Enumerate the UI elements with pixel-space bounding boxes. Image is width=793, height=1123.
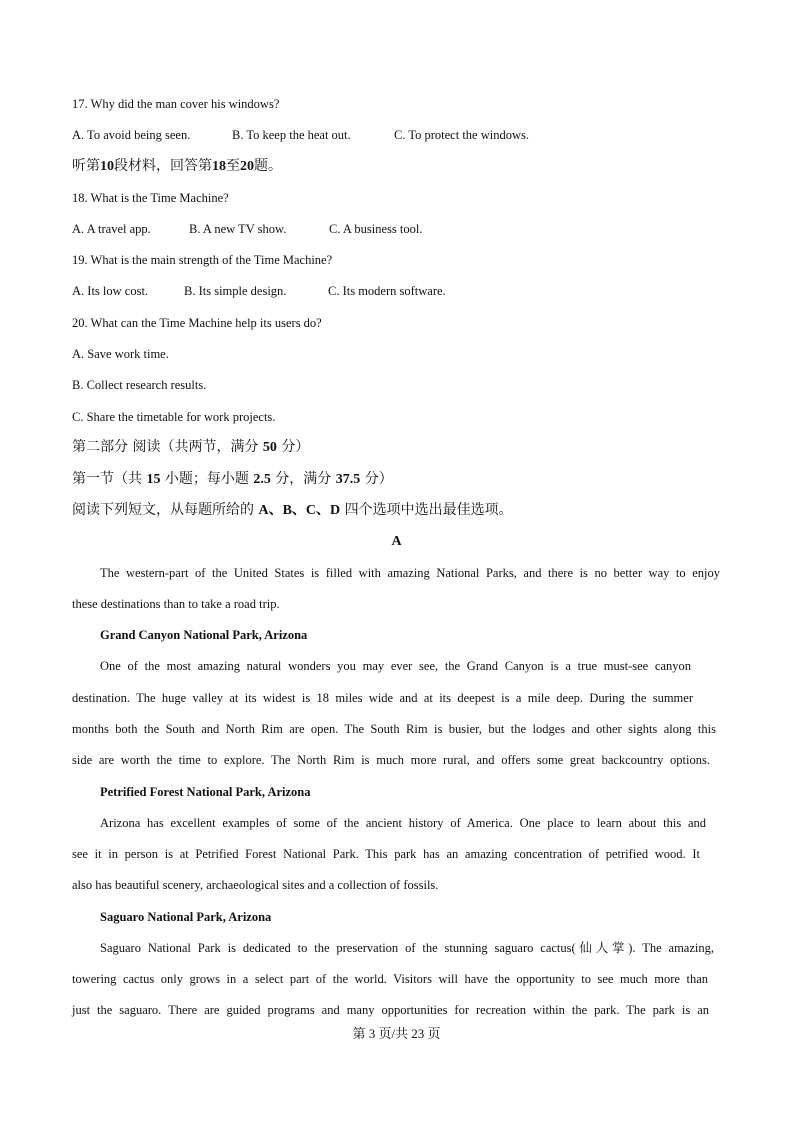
option-b: B. To keep the heat out. xyxy=(232,128,351,142)
option-c: C. A business tool. xyxy=(329,222,423,236)
question-19: 19. What is the main strength of the Time Machine? xyxy=(72,253,333,267)
question-17-options xyxy=(72,127,529,143)
option-a: A. A travel app. xyxy=(72,222,151,236)
question-17: 17. Why did the man cover his windows? xyxy=(72,97,280,111)
intro-line-2: these destinations than to take a road trip. xyxy=(72,597,280,611)
paragraph-line: Arizona has excellent examples of some of the ancient history of America. One place to learn about this and xyxy=(100,816,706,830)
question-19-options xyxy=(72,283,446,299)
section-one-heading: 第一节（共 15 小题；每小题 2.5 分，满分 37.5 分） xyxy=(72,471,393,487)
option-c: C. Its modern software. xyxy=(328,284,446,298)
park-heading: Saguaro National Park, Arizona xyxy=(100,910,272,924)
paragraph-line: also has beautiful scenery, archaeological sites and a collection of fossils. xyxy=(72,878,439,892)
question-20: 20. What can the Time Machine help its users do? xyxy=(72,316,322,330)
paragraph-line: towering cactus only grows in a select part of the world. Visitors will have the opportunity to see much more than xyxy=(72,972,708,986)
paragraph-line: see it in person is at Petrified Forest National Park. This park has an amazing concentration of petrified wood. It xyxy=(72,847,700,861)
page-number: 第 3 页/共 23 页 xyxy=(352,1026,441,1041)
park-heading: Grand Canyon National Park, Arizona xyxy=(100,628,308,642)
option-a: A. Save work time. xyxy=(72,347,169,361)
option-a: A. To avoid being seen. xyxy=(72,128,191,142)
question-18: 18. What is the Time Machine? xyxy=(72,191,229,205)
option-b: B. Its simple design. xyxy=(184,284,287,298)
paragraph-line: Saguaro National Park is dedicated to the preservation of the stunning saguaro cactus(仙人掌). The amazing, xyxy=(100,941,714,955)
paragraph-line: destination. The huge valley at its widest is 18 miles wide and at its deepest is a mile deep. During the summer xyxy=(72,691,693,705)
paragraph-line: just the saguaro. There are guided programs and many opportunities for recreation within the park. The park is an xyxy=(72,1003,709,1017)
option-a: A. Its low cost. xyxy=(72,284,149,298)
part-two-heading: 第二部分 阅读（共两节，满分 50 分） xyxy=(72,439,310,455)
paragraph-line: months both the South and North Rim are open. The South Rim is busier, but the lodges and other sights along this xyxy=(72,722,716,736)
passage-label: A xyxy=(391,534,402,549)
option-b: B. A new TV show. xyxy=(189,222,287,236)
option-c: C. Share the timetable for work projects. xyxy=(72,410,276,424)
question-18-options xyxy=(72,221,422,237)
paragraph-line: side are worth the time to explore. The North Rim is much more rural, and offers some great backcountry options. xyxy=(72,753,710,767)
listening-instruction: 听第10段材料，回答第18至20题。 xyxy=(72,158,282,174)
paragraph-line: One of the most amazing natural wonders you may ever see, the Grand Canyon is a true must-see canyon xyxy=(100,659,691,673)
reading-instruction: 阅读下列短文，从每题所给的 A、B、C、D 四个选项中选出最佳选项。 xyxy=(72,502,513,518)
option-b: B. Collect research results. xyxy=(72,378,207,392)
park-heading: Petrified Forest National Park, Arizona xyxy=(100,785,311,799)
intro-line-1: The western-part of the United States is filled with amazing National Parks, and there is no better way to enjoy xyxy=(100,566,720,580)
option-c: C. To protect the windows. xyxy=(394,128,529,142)
